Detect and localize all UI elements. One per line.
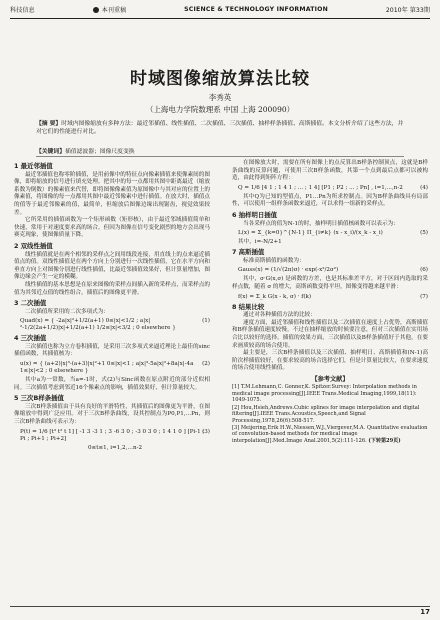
references-heading: 【参考文献】	[311, 375, 349, 383]
article-title: 时域图像缩放算法比较	[130, 69, 310, 89]
equation-number: (3)	[202, 428, 210, 435]
journal-english-name: SCIENCE & TECHNOLOGY INFORMATION	[184, 5, 329, 13]
paragraph: 在图像放大时，需要在所有图像上的点反算出B样条控制顶点，这就是B样条曲线的反算问题，可使用三次B样条函数，其第一个点到最后点都可以被构造，由此得到矩阵方程：	[232, 160, 428, 182]
section-heading: 5 三次B样条插值	[14, 394, 64, 403]
section-heading: 7 高斯插值	[232, 248, 265, 257]
paragraph: 线性插值就是在两个相邻的采样点之间用线段连接，用直线上的点来逼近插值点的值。双线性插值是在两个方向上分别进行一次线性插值，它在水平方向和垂直方向上对图像分别进行线性插值，比最近邻插值效果好，但计算量增加，图像边缘会产生一定的模糊。	[14, 251, 210, 281]
paragraph: 最近邻插值也称零阶插值，是用前像中的特征点向像素插值来使像素间的图像，即将缩放的信号进行填充处理。把其中的每一点都用其图中距离最近（缩放系数为倒数）的像素值来代替，即将图像像素值为原图像中与其对应的位置上的像素值，将图像的每一点都用其图中最近邻像素中进行插值。在放大时，插值点的值等于最近邻像素的值，最简单，但缩放后图像边缘出现锯齿，视觉效果较差。	[14, 171, 210, 216]
section-heading: 6 抽样明日插值	[232, 210, 278, 219]
page-number: 17	[420, 608, 430, 616]
paragraph: 线性插值的基本思想是在原来图像的采样点间插入新的采样点，而采样点的值为其邻近点值的线性组合，插值后的图像更平滑。	[14, 281, 210, 296]
paragraph: 最主要是，三次B样条插值以及三次插值、抽样明日、高斯插值和(N-1)高阶次样插值较好，在要求较高的场合选择它们，但是计算量比较大，在要求速度的场合使用线性插值。	[232, 350, 428, 372]
equation-body: Quad(x) = { -2a|x|²+1/2(a+1) 0≤|x|<1/2 ; a|x|²-1/2(2a+1/2)|x|+1/2(a+1) 1/2≤|x|<3/2 ; 0 elsewhere }	[20, 318, 176, 332]
reference-item: [3] Meijering,Erik H.W.,Niessen,W.J.,Viergever,M.A. Quantitative evaluation of convolution-based methods for medical image interpolation[J].Med.Image Anal.2001,5(2):111-126. (下转第29页)	[232, 424, 428, 444]
equation	[238, 185, 428, 192]
paragraph: 当各采样点的值为N-1的时，抽样明日插值核函数可以表示为：	[243, 220, 399, 227]
equation	[238, 230, 428, 237]
section-heading: 2 双线性插值	[14, 241, 53, 250]
abstract-label: 【摘 要】	[36, 121, 62, 127]
equation-number: (6)	[420, 267, 428, 274]
equation-body: Q = 1/6 [4 1 ; 1 4 1 ; ... ; 1 4] [P1 ; P2 ; ... ; Pn] , i=1,...,n-2	[238, 184, 403, 191]
paragraph: 它所采用的插值函数为一个矩形函数（矩形核），由于最近邻域插值简单和快速，常用于对速度要求高的场合。但因为图像在信号变化剧烈的地方会出现马赛克现象，使图像质量下降。	[14, 217, 210, 239]
equation	[20, 429, 210, 443]
page-footer	[10, 608, 430, 616]
keywords	[36, 146, 404, 155]
equation	[238, 294, 428, 301]
keywords-label: 【关键词】	[36, 149, 65, 155]
paragraph: 速度方面，最近邻插值和线性插值以及二次插值在速度上占优势，高斯插值和B样条插值速度较慢。不过在抽样缩放的时候要注意，但对三次插值在实用场合比以较好的选择。插值的效果方面，三次插值以及B样条插值好于其他，在要求画质较高的场合使用。	[232, 319, 428, 349]
paragraph: 其中，σ·G(x,σ) 是函数的方差，也是其标准差平方，对于区间内选取的采样点数，随着 σ 的增大，高斯函数变得平坦，图像变得越来越平滑：	[232, 276, 428, 290]
equation-condition: 其中，i=-N/2+1	[238, 239, 282, 246]
abstract-rule	[36, 156, 404, 157]
equation-number: (7)	[420, 293, 428, 300]
equation-number: (2)	[202, 361, 210, 368]
journal-logo: 本刊重稿	[93, 5, 127, 14]
paragraph: 其中Q为已知的型值点，P1…Pn为所求控制点。因为B样条曲线具有局部性，可以使用一组样条函数来逼近，可以求得一组新的采样点。	[232, 193, 428, 208]
keywords-text: 插值滤波器；图像尺度变换	[65, 149, 135, 155]
issue-info: 2010年 第33期	[385, 6, 430, 14]
section-heading: 3 二次插值	[14, 299, 47, 308]
equation-condition: 0≤t≤1, i=1,2,…n-2	[87, 444, 143, 451]
equation-number: (1)	[202, 318, 210, 325]
author-affiliation: （上海电力学院数理系 中国 上海 200090）	[145, 105, 295, 114]
journal-short-name: 科技信息	[10, 6, 35, 14]
running-header	[10, 3, 430, 15]
equation-number: (4)	[420, 184, 428, 191]
abstract-text: 时域内图像缩放有多种方法：最近邻插值、线性插值、二次插值、三次插值、抽样样条插值、高斯插值。本文分析介绍了这些方法，并对它们的性能进行对比。	[36, 121, 404, 135]
section-heading: 4 三次插值	[14, 334, 47, 343]
author-name: 李秀英	[208, 93, 232, 102]
paragraph: 标准高斯插值的函数为：	[243, 257, 305, 264]
paragraph: 三次B样条插值由于具有良好的平滑特性，其插值后的图像更为平滑，在图像缩放中得到广泛应用。对于三次B样条曲线，设其控制点为P0,P1,…Pn，则三次B样条曲线可表示为：	[14, 403, 210, 426]
paragraph: 三次插值也称为立方卷积插值，是采用三次多项式来逼近理论上最佳的sinc插值函数，其插值核为：	[14, 343, 210, 358]
equation	[20, 361, 210, 375]
header-rule	[10, 18, 430, 19]
abstract	[36, 120, 404, 136]
logo-icon	[93, 7, 99, 13]
section-heading: 1 最近邻插值	[14, 162, 53, 170]
right-column	[232, 160, 428, 445]
equation-body: u(x) = { (a+2)|x|³-(a+3)|x|²+1 0≤|x|<1 ; a|x|³-5a|x|²+8a|x|-4a 1≤|x|<2 ; 0 elsewhere }	[20, 361, 194, 375]
equation	[238, 267, 428, 274]
paragraph: 二次插值所采用的二次多项式为：	[25, 308, 109, 315]
paragraph: 其中a为一常数，当a=-1时，式(2)与Sinc函数在原点附近的部分近似相同。三次插值考虑到邻近16个像素点的影响，插值效果好，但计算量较大。	[14, 377, 210, 391]
reference-item: [1] T.M.Lehmann,C. Gonner,K. Spitzer.Survey: Interpolation methods in medical image processing[J].IEEE Trans.Medical Imaging,1999,18(11): 1049-1075.	[232, 384, 417, 404]
equation-body: L(x) = Σ_{k=0}^{N-1} Π_{i≠k} (x - x_i)/(x_k - x_i)	[238, 230, 383, 237]
equation-body: P(t) = 1/6 [t³ t² t 1] [ -1 3 -3 1 ; 3 -6 3 0 ; -3 0 3 0 ; 1 4 1 0 ] [Pi-1 ; Pi ; Pi+1 ; Pi+2]	[20, 428, 205, 442]
equation-body: Gauss(x) = (1/√(2π)σ) · exp(-x²/2σ²)	[238, 267, 339, 274]
continued-note: (下转第29页)	[368, 437, 401, 444]
equation	[20, 318, 210, 332]
section-heading: 8 结果比较	[232, 302, 265, 311]
reference-item: [2] Hou,Hsieh,Andrews.Cubic splines for image interpolation and digital filtering[J].IEEE Trans.Acoustics,Speech,and Signal Processing,1978,26(6):508-517.	[232, 404, 420, 424]
equation-number: (5)	[420, 230, 428, 237]
left-column	[14, 160, 210, 454]
footer-rule	[10, 606, 430, 607]
paragraph: 通过对各种插值方法的比较：	[243, 312, 316, 319]
equation-body: f(x) = Σ_k G(x - k, σ) · f(k)	[238, 293, 312, 300]
